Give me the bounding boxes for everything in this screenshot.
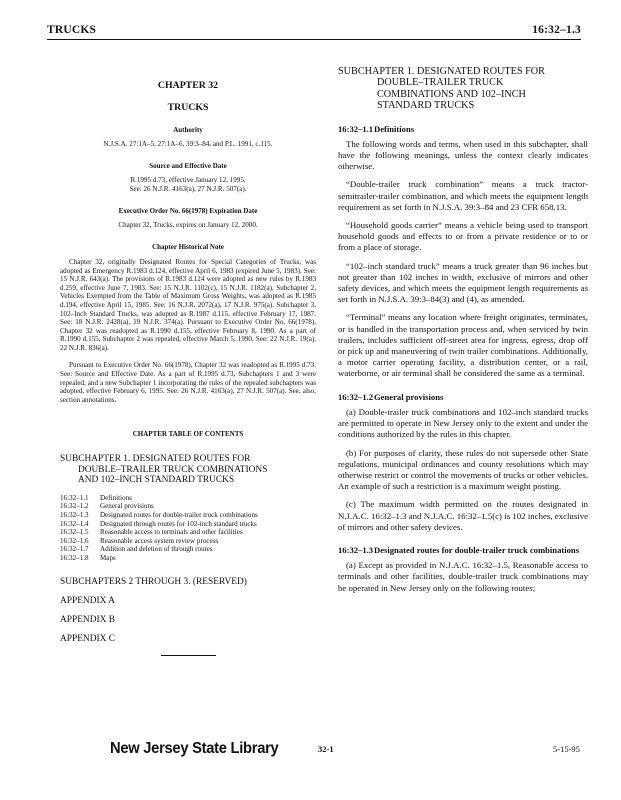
- toc-appendix-c[interactable]: APPENDIX C: [60, 633, 115, 644]
- header-section-number: 16:32–1.3: [532, 24, 581, 36]
- toc-entry-title: Maps: [100, 553, 116, 562]
- source-line-2: See: 26 N.J.R. 4163(a), 27 N.J.R. 507(a).: [129, 184, 247, 193]
- definition-102-inch-truck: “102–inch standard truck” means a truck greater than 96 inches but not greater than 102 inches in width, exclusive of mirrors and other safety devices, and which meets the equipment length requirements as set forth in N.J.S.A. 39:3–84(3) and (4), as amended.: [338, 260, 588, 305]
- toc-entry-number: 16:32–1.3: [60, 511, 89, 519]
- toc-entry-number: 16:32–1.2: [60, 502, 89, 511]
- toc-heading: CHAPTER TABLE OF CONTENTS: [132, 430, 244, 439]
- executive-order-text: Chapter 32, Trucks, expires on January 12, 2000.: [118, 220, 258, 229]
- section-heading-1-1: [338, 124, 588, 135]
- chapter-number: CHAPTER 32: [157, 80, 219, 91]
- definition-household-goods-carrier: “Household goods carrier” means a vehicle being used to transport household goods and effects to or from a private residence or to or from a place of storage.: [338, 220, 588, 253]
- definition-terminal: “Terminal” means any location where freight originates, terminates, or is handled in the transportation process and, when serviced by twin trailers, includes sufficient off-street area for ingress, egress, drop off or pick up and maneuvering of twin trailer combinations. Additionally, a motor carrier operating facility, a distribution center, or a rail, waterborne, or air terminal shall be considered the same as a terminal.: [338, 312, 588, 379]
- toc-entry[interactable]: [60, 502, 316, 511]
- subchapter-title-line-3: COMBINATIONS AND 102–INCH: [377, 88, 526, 100]
- toc-entry-number: 16:32–1.1: [60, 493, 89, 502]
- toc-entry-title: Designated routes for double-trailer truck combinations: [100, 511, 258, 519]
- section-heading-1-2: [338, 392, 588, 403]
- provision-c: (c) The maximum width permitted on the routes designated in N.J.A.C. 16:32–1.3 and N.J.A.C. 16:32–1.5(c) is 102 inches, exclusive of mirrors and other safety devices.: [338, 499, 588, 532]
- running-header: [47, 24, 581, 40]
- section-number: 16:32–1.1: [338, 123, 374, 134]
- right-column: [338, 66, 588, 594]
- section-heading-1-3: [338, 545, 588, 556]
- subchapter-title-line-2: DOUBLE–TRAILER TRUCK: [377, 77, 504, 89]
- section-title: General provisions: [374, 391, 444, 402]
- routes-a: (a) Except as provided in N.J.A.C. 16:32–1.5, Reasonable access to terminals and other facilities, double-trailer truck combinations may be operated in New Jersey only on the following routes;: [338, 560, 588, 593]
- page-number: 32-1: [318, 744, 334, 754]
- toc-entry-number: 16:32–1.5: [60, 528, 89, 537]
- toc-entry[interactable]: [60, 545, 316, 554]
- toc-entry[interactable]: [60, 528, 316, 537]
- toc-entry-number: 16:32–1.8: [60, 553, 89, 562]
- historical-note-heading: Chapter Historical Note: [152, 243, 224, 252]
- toc-subchapter-line-3: AND 102–INCH STANDARD TRUCKS: [78, 475, 235, 486]
- section-title: Designated routes for double-trailer truck combinations: [374, 544, 580, 555]
- left-column: [60, 66, 316, 656]
- source-line-1: R.1995 d.73, effective January 12, 1995.: [130, 175, 246, 184]
- toc-subchapter-line-1: SUBCHAPTER 1. DESIGNATED ROUTES FOR: [60, 454, 251, 465]
- toc-entry[interactable]: [60, 537, 316, 546]
- toc-entry-title: General provisions: [100, 502, 154, 511]
- section-title: Definitions: [374, 123, 415, 134]
- subchapter-title-line-4: STANDARD TRUCKS: [377, 100, 475, 112]
- toc-end-rule: [161, 655, 216, 656]
- toc-entry-title: Definitions: [100, 493, 132, 502]
- provision-a: (a) Double-trailer truck combinations and 102–inch standard trucks are permitted to operate in New Jersey only to the extent and under the conditions authorized by the rules in this chapter.: [338, 406, 588, 440]
- toc-entry-title: Reasonable access to terminals and other facilities: [100, 528, 243, 537]
- toc-entry-number: 16:32–1.7: [60, 545, 89, 554]
- toc-appendix-b[interactable]: APPENDIX B: [60, 614, 115, 625]
- toc-entry-title: Reasonable access system review process: [100, 536, 219, 545]
- toc-subchapter-line-2: DOUBLE–TRAILER TRUCK COMBINATIONS: [78, 464, 268, 475]
- library-logo: New Jersey State Library: [110, 740, 279, 757]
- toc-entry[interactable]: [60, 511, 316, 520]
- section-number: 16:32–1.3: [338, 544, 374, 555]
- toc-entry[interactable]: [60, 494, 316, 503]
- toc-subchapter-1: [60, 454, 316, 486]
- subchapter-title-line-1: SUBCHAPTER 1. DESIGNATED ROUTES FOR: [338, 66, 545, 77]
- toc-subchapters-2-3[interactable]: SUBCHAPTERS 2 THROUGH 3. (RESERVED): [60, 576, 247, 587]
- provision-b: (b) For purposes of clarity, these rules do not supersede other State regulations, municipal ordinances and county resolutions which may otherwise restrict or control the movements of trucks or other vehicles. An example of such a restriction is a maximum weight posting.: [338, 447, 588, 492]
- definitions-intro: The following words and terms, when used in this subchapter, shall have the following meanings, unless the context clearly indicates otherwise.: [338, 138, 588, 172]
- section-number: 16:32–1.2: [338, 391, 374, 402]
- toc-entry-title: Addition and deletion of through routes: [100, 545, 213, 554]
- authority-text: N.J.S.A. 27:1A–5, 27:1A–6, 39:3–84, and P.L. 1991, c.115.: [103, 139, 273, 148]
- toc-entry-number: 16:32–1.4: [60, 519, 89, 528]
- toc-entry[interactable]: [60, 520, 316, 529]
- chapter-title: TRUCKS: [167, 101, 209, 113]
- definition-double-trailer: “Double-trailer truck combination” means a truck tractor-semitrailer-trailer combination, and which meets the equipment length requirement as set forth in N.J.S.A. 39:3–84 and 23 CFR 658.13.: [338, 179, 588, 212]
- page-date: 5-15-95: [553, 744, 580, 754]
- toc-entry[interactable]: [60, 554, 316, 563]
- header-title: TRUCKS: [47, 24, 97, 36]
- subchapter-title: [338, 66, 588, 112]
- historical-note-paragraph-2: Pursuant to Executive Order No. 66(1978), Chapter 32 was readopted as R.1995 d.73. See: Source and Effective Date. As a part of R.1995 d.73, Subchapters 1 and 3 were repealed, and a new Subchapter 1 incorporating the rules of the repealed subchapters was adopted, effective February 6, 1995. See: 26 N.J.R. 4163(a), 27 N.J.R. 507(a). See, also, section annotations.: [60, 361, 316, 404]
- executive-order-heading: Executive Order No. 66(1978) Expiration Date: [118, 207, 258, 216]
- toc-entry-number: 16:32–1.6: [60, 536, 89, 545]
- source-heading: Source and Effective Date: [149, 162, 227, 171]
- toc-appendix-a[interactable]: APPENDIX A: [60, 595, 115, 606]
- authority-heading: Authority: [173, 126, 203, 135]
- toc-list: [60, 494, 316, 563]
- historical-note-paragraph-1: Chapter 32, originally Designated Routes for Special Categories of Trucks, was adopted as Emergency R.1983 d.124, effective April 6, 1983 (expired June 5, 1983). See: 15 N.J.R. 643(a). The provisions of R.1983 d.124 were adopted as new rules by R.1983 d.259, effective June 7, 1983. See: 15 N.J.R. 1102(c), 15 N.J.R. 1182(a). Subchapter 2, Vehicles Exempted from the Table of Maximum Gross Weights, was adopted as R.1985 d.194, effective April 15, 1985. See: 16 N.J.R. 2072(a), 17 N.J.R. 975(a). Subchapter 3, 102–Inch Standard Trucks, was adopted as R.1987 d.115, effective February 17, 1987. See: 18 N.J.R. 2428(a), 19 N.J.R. 374(a). Pursuant to Executive Order No. 66(1978), Chapter 32 was readopted as R.1990 d.155, effective February 8, 1990. As a part of R.1990 d.155, Subchapter 2 was repealed, effective March 5, 1990. See: 22 N.J.R. 19(a), 22 N.J.R. 836(a).: [60, 257, 316, 352]
- toc-entry-title: Designated through routes for 102-inch standard trucks: [100, 519, 257, 528]
